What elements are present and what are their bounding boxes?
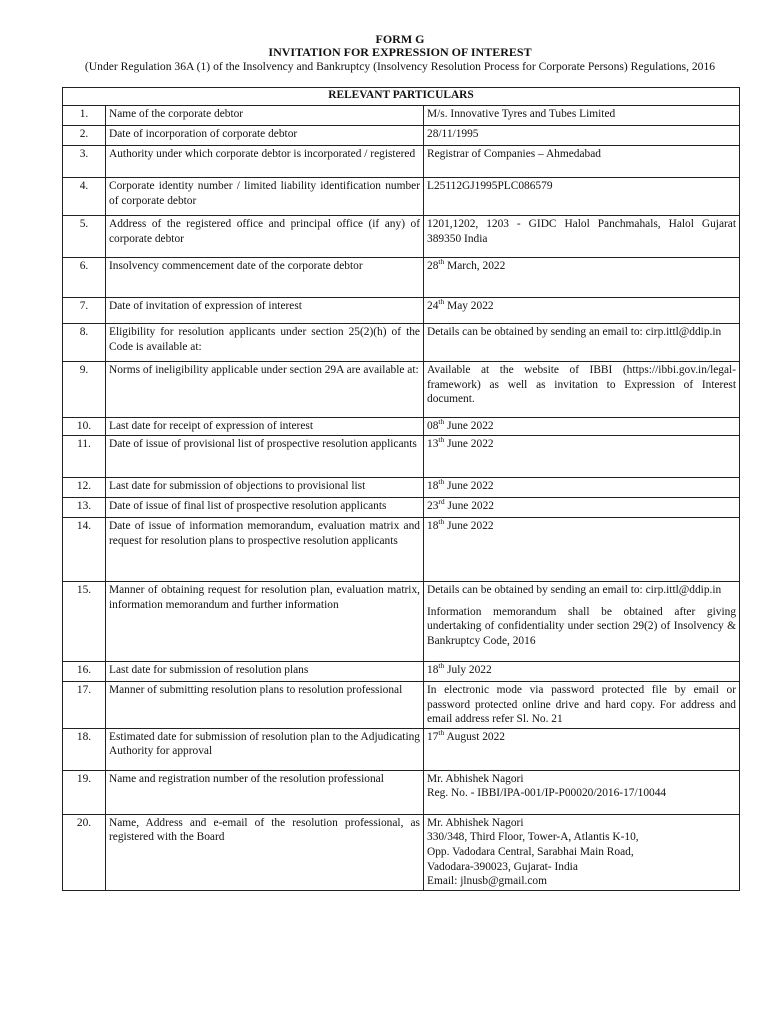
row-particular: Name and registration number of the resolution professional: [106, 770, 424, 814]
row-particular: Address of the registered office and principal office (if any) of corporate debtor: [106, 216, 424, 258]
table-row: [63, 258, 740, 298]
row-particular: Corporate identity number / limited liability identification number of corporate debtor: [106, 178, 424, 216]
row-number: 10.: [63, 418, 106, 436]
row-details: [424, 662, 740, 682]
row-details: [424, 258, 740, 298]
particulars-table: [62, 87, 740, 891]
row-number: 14.: [63, 518, 106, 582]
detail-line: Available at the website of IBBI (https://ibbi.gov.in/legal-framework) as well as invitation to Expression of Interest document.: [427, 364, 737, 406]
row-number: 9.: [63, 362, 106, 418]
row-number: 13.: [63, 498, 106, 518]
row-particular: Insolvency commencement date of the corporate debtor: [106, 258, 424, 298]
detail-line: Details can be obtained by sending an email to: cirp.ittl@ddip.in: [427, 326, 722, 338]
detail-line: Information memorandum shall be obtained after giving undertaking of confidentiality under section 29(2) of Insolvency & Bankruptcy Code, 2016: [427, 605, 737, 647]
row-details: [424, 362, 740, 418]
detail-line: Reg. No. - IBBI/IPA-001/IP-P00020/2016-17/10044: [427, 787, 667, 800]
detail-line: 18th July 2022: [427, 661, 492, 676]
row-details: [424, 518, 740, 582]
row-details: [424, 146, 740, 178]
row-particular: Norms of ineligibility applicable under section 29A are available at:: [106, 362, 424, 418]
table-row: [63, 418, 740, 436]
table-row: [63, 126, 740, 146]
row-number: 20.: [63, 814, 106, 890]
detail-line: 330/348, Third Floor, Tower-A, Atlantis K-10,: [427, 831, 639, 844]
table-header: RELEVANT PARTICULARS: [63, 88, 740, 106]
table-row: [63, 498, 740, 518]
table-row: [63, 216, 740, 258]
detail-line: 1201,1202, 1203 - GIDC Halol Panchmahals, Halol Gujarat 389350 India: [427, 218, 737, 245]
row-particular: Last date for receipt of expression of interest: [106, 418, 424, 436]
detail-line: 18th June 2022: [427, 517, 494, 532]
table-body: [63, 106, 740, 891]
row-number: 12.: [63, 478, 106, 498]
row-number: 15.: [63, 582, 106, 662]
row-details: [424, 436, 740, 478]
row-details: [424, 728, 740, 770]
row-particular: Estimated date for submission of resolution plan to the Adjudicating Authority for approval: [106, 728, 424, 770]
table-row: [63, 362, 740, 418]
table-row: [63, 518, 740, 582]
row-details: [424, 324, 740, 362]
row-number: 6.: [63, 258, 106, 298]
detail-line: M/s. Innovative Tyres and Tubes Limited: [427, 108, 616, 120]
row-details: [424, 478, 740, 498]
subtitle: (Under Regulation 36A (1) of the Insolvency and Bankruptcy (Insolvency Resolution Process for Corporate Persons) Regulations, 2016: [84, 60, 716, 73]
detail-line: Registrar of Companies – Ahmedabad: [427, 148, 601, 160]
row-number: 3.: [63, 146, 106, 178]
table-header-row: [63, 88, 740, 106]
row-particular: Name, Address and e-email of the resolution professional, as registered with the Board: [106, 814, 424, 890]
row-particular: Name of the corporate debtor: [106, 106, 424, 126]
row-particular: Last date for submission of resolution plans: [106, 662, 424, 682]
detail-line: Email: jlnusb@gmail.com: [427, 875, 547, 888]
form-title: FORM G: [375, 32, 425, 46]
detail-line: 13th June 2022: [427, 435, 494, 450]
detail-line: In electronic mode via password protected file by email or password protected online drive and hard copy. For address and email address refer Sl. No. 21: [427, 684, 737, 726]
row-particular: Last date for submission of objections to provisional list: [106, 478, 424, 498]
row-number: 1.: [63, 106, 106, 126]
table-row: [63, 178, 740, 216]
table-row: [63, 146, 740, 178]
row-particular: Eligibility for resolution applicants under section 25(2)(h) of the Code is available at:: [106, 324, 424, 362]
row-particular: Manner of submitting resolution plans to resolution professional: [106, 682, 424, 729]
row-details: [424, 682, 740, 729]
row-particular: Date of invitation of expression of interest: [106, 298, 424, 324]
row-particular: Date of issue of final list of prospective resolution applicants: [106, 498, 424, 518]
detail-line: Details can be obtained by sending an email to: cirp.ittl@ddip.in: [427, 584, 722, 596]
row-number: 2.: [63, 126, 106, 146]
detail-line: Opp. Vadodara Central, Sarabhai Main Road,: [427, 845, 634, 858]
row-number: 4.: [63, 178, 106, 216]
row-details: [424, 418, 740, 436]
row-number: 16.: [63, 662, 106, 682]
row-particular: Date of issue of provisional list of prospective resolution applicants: [106, 436, 424, 478]
detail-line: L25112GJ1995PLC086579: [427, 180, 553, 192]
row-number: 7.: [63, 298, 106, 324]
detail-line: 28th March, 2022: [427, 257, 506, 272]
row-number: 18.: [63, 728, 106, 770]
table-row: [63, 106, 740, 126]
table-row: [63, 478, 740, 498]
detail-line: 23rd June 2022: [427, 497, 494, 512]
detail-line: 28/11/1995: [427, 128, 479, 140]
row-details: [424, 298, 740, 324]
row-number: 5.: [63, 216, 106, 258]
detail-line: 08th June 2022: [427, 417, 494, 432]
table-row: [63, 728, 740, 770]
detail-line: Mr. Abhishek Nagori: [427, 816, 524, 829]
row-details: [424, 126, 740, 146]
row-number: 17.: [63, 682, 106, 729]
row-details: [424, 178, 740, 216]
table-row: [63, 582, 740, 662]
detail-line: Mr. Abhishek Nagori: [427, 772, 524, 785]
main-title: INVITATION FOR EXPRESSION OF INTEREST: [268, 45, 532, 59]
detail-line: 18th June 2022: [427, 477, 494, 492]
row-number: 8.: [63, 324, 106, 362]
table-row: [63, 682, 740, 729]
row-particular: Date of incorporation of corporate debtor: [106, 126, 424, 146]
row-details: [424, 498, 740, 518]
table-row: [63, 814, 740, 890]
table-row: [63, 770, 740, 814]
row-details: [424, 814, 740, 890]
detail-line: Vadodara-390023, Gujarat- India: [427, 860, 578, 873]
table-row: [63, 662, 740, 682]
row-particular: Manner of obtaining request for resolution plan, evaluation matrix, information memorandum and further information: [106, 582, 424, 662]
table-row: [63, 436, 740, 478]
row-details: [424, 770, 740, 814]
row-number: 19.: [63, 770, 106, 814]
row-particular: Authority under which corporate debtor is incorporated / registered: [106, 146, 424, 178]
table-row: [63, 324, 740, 362]
row-details: [424, 582, 740, 662]
row-number: 11.: [63, 436, 106, 478]
detail-line: 17th August 2022: [427, 728, 505, 743]
detail-line: 24th May 2022: [427, 297, 494, 312]
table-row: [63, 298, 740, 324]
row-details: [424, 216, 740, 258]
row-particular: Date of issue of information memorandum, evaluation matrix and request for resolution plans to prospective resolution applicants: [106, 518, 424, 582]
row-details: [424, 106, 740, 126]
